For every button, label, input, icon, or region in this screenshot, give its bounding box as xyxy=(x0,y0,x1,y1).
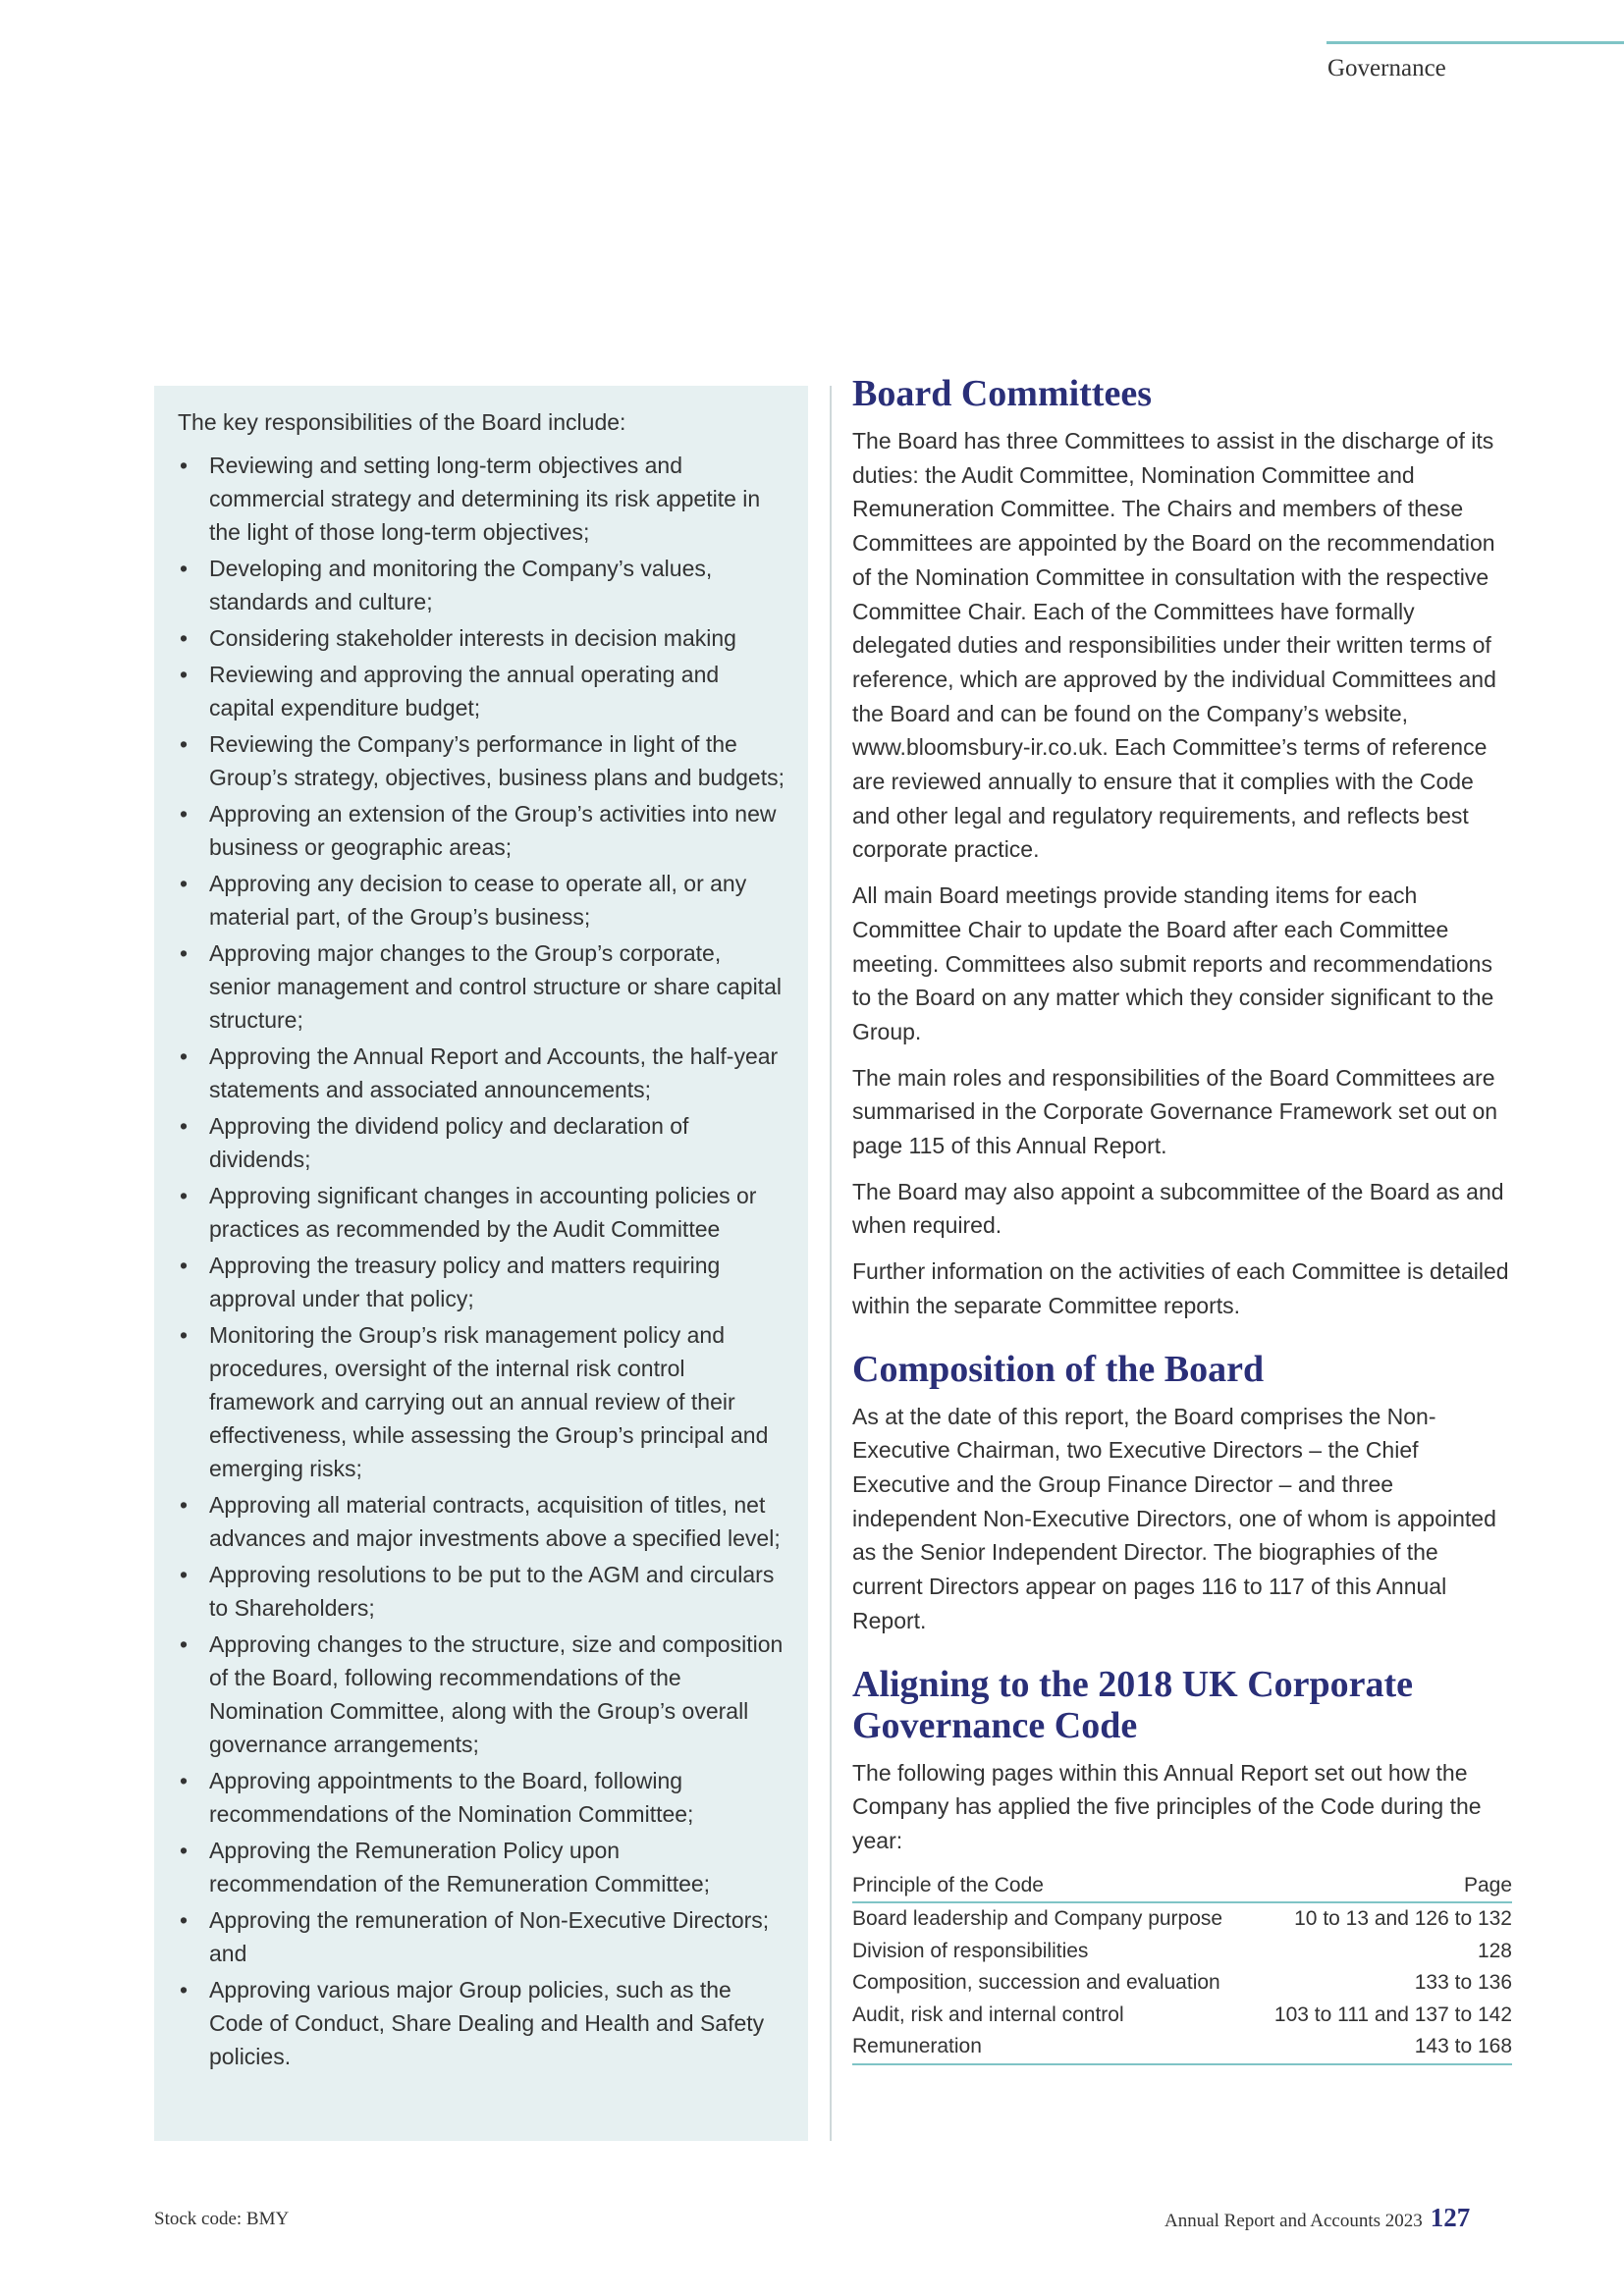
bullet-icon: • xyxy=(180,662,189,687)
list-item-text: Approving an extension of the Group’s activities into new business or geographic areas; xyxy=(209,801,777,860)
bullet-icon: • xyxy=(180,1183,189,1208)
principle-cell: Board leadership and Company purpose xyxy=(852,1907,1223,1931)
responsibilities-intro: The key responsibilities of the Board include: xyxy=(178,409,626,435)
bullet-icon: • xyxy=(180,1562,189,1587)
list-item-text: Monitoring the Group’s risk management policy and procedures, oversight of the internal risk control framework and carrying out an annual review of their effectiveness, while assessing the Group’s principal and emerging risks; xyxy=(209,1322,769,1481)
list-item xyxy=(178,1040,788,1106)
table-row xyxy=(852,1902,1512,1936)
list-item-text: Approving the remuneration of Non-Executive Directors; and xyxy=(209,1907,770,1966)
list-item xyxy=(178,867,788,934)
list-item xyxy=(178,1558,788,1625)
page-cell: 10 to 13 and 126 to 132 xyxy=(1294,1907,1512,1931)
section-label: Governance xyxy=(1327,55,1446,81)
list-item-text: Reviewing and setting long-term objectives and commercial strategy and determining its risk appetite in the light of those long-term objectives; xyxy=(209,453,761,545)
principle-cell: Audit, risk and internal control xyxy=(852,2002,1124,2026)
list-item xyxy=(178,936,788,1037)
aligning-paragraph: The following pages within this Annual Report set out how the Company has applied the five principles of the Code during the year: xyxy=(852,1759,1482,1853)
bullet-icon: • xyxy=(180,1322,189,1348)
bullet-icon: • xyxy=(180,1907,189,1933)
composition-heading: Composition of the Board xyxy=(852,1348,1265,1390)
bullet-icon: • xyxy=(180,625,189,651)
bullet-icon: • xyxy=(180,1768,189,1793)
bullet-icon: • xyxy=(180,940,189,966)
list-item-text: Reviewing the Company’s performance in light of the Group’s strategy, objectives, business plans and budgets; xyxy=(209,731,785,790)
board-committees-paragraph: Further information on the activities of each Committee is detailed within the separate Committee reports. xyxy=(852,1258,1509,1318)
list-item-text: Approving any decision to cease to operate all, or any material part, of the Group’s business; xyxy=(209,871,747,930)
list-item-text: Approving the dividend policy and declaration of dividends; xyxy=(209,1113,689,1172)
principle-cell: Division of responsibilities xyxy=(852,1939,1089,1962)
responsibilities-panel xyxy=(154,386,808,2141)
list-item-text: Approving all material contracts, acquisition of titles, net advances and major investments above a specified level; xyxy=(209,1492,781,1551)
bullet-icon: • xyxy=(180,1838,189,1863)
page-column-header: Page xyxy=(1254,1870,1512,1903)
responsibilities-list xyxy=(178,449,788,2073)
table-row xyxy=(852,2031,1512,2064)
board-committees-paragraph: All main Board meetings provide standing items for each Committee Chair to update the Board after each Committee meeting. Committees also submit reports and recommendations to the Board on any matter which they consider significant to the Group. xyxy=(852,882,1494,1044)
stock-code: Stock code: BMY xyxy=(154,2209,290,2229)
principle-column-header: Principle of the Code xyxy=(852,1870,1254,1903)
bullet-icon: • xyxy=(180,1043,189,1069)
page-number: 127 xyxy=(1430,2203,1471,2232)
list-item-text: Approving resolutions to be put to the AGM and circulars to Shareholders; xyxy=(209,1562,775,1621)
list-item xyxy=(178,621,788,655)
list-item-text: Approving various major Group policies, such as the Code of Conduct, Share Dealing and Health and Safety policies. xyxy=(209,1977,765,2069)
list-item-text: Approving appointments to the Board, following recommendations of the Nomination Committee; xyxy=(209,1768,694,1827)
list-item-text: Considering stakeholder interests in decision making xyxy=(209,625,736,651)
list-item xyxy=(178,797,788,864)
list-item-text: Approving the Remuneration Policy upon recommendation of the Remuneration Committee; xyxy=(209,1838,711,1896)
column-divider xyxy=(830,386,832,2141)
report-title: Annual Report and Accounts 2023 xyxy=(1164,2211,1423,2231)
list-item xyxy=(178,1834,788,1900)
bullet-icon: • xyxy=(180,556,189,581)
bullet-icon: • xyxy=(180,1113,189,1139)
page-cell: 143 to 168 xyxy=(1254,2031,1512,2064)
board-committees-paragraph: The Board has three Committees to assist in the discharge of its duties: the Audit Committee, Nomination Committee and Remuneration Committee. The Chairs and members of these Committees are appointed by the Board on the recommendation of the Nomination Committee in consultation with the respective Committee Chair. Each of the Committees have formally delegated duties and responsibilities under their written terms of reference, which are approved by the individual Committees and the Board and can be found on the Company’s website, www.bloomsbury-ir.co.uk. Each Committee’s terms of reference are reviewed annually to ensure that it complies with the Code and other legal and regulatory requirements, and reflects best corporate practice. xyxy=(852,428,1496,863)
bullet-icon: • xyxy=(180,453,189,478)
board-committees-heading: Board Committees xyxy=(852,373,1152,414)
list-item xyxy=(178,1488,788,1555)
header-accent-rule xyxy=(1326,41,1624,44)
list-item xyxy=(178,449,788,549)
board-committees-paragraph: The main roles and responsibilities of the Board Committees are summarised in the Corporate Governance Framework set out on page 115 of this Annual Report. xyxy=(852,1064,1498,1159)
list-item-text: Approving the Annual Report and Accounts, the half-year statements and associated announcements; xyxy=(209,1043,779,1102)
list-item xyxy=(178,1764,788,1831)
principle-cell: Remuneration xyxy=(852,2031,1254,2064)
list-item-text: Approving major changes to the Group’s corporate, senior management and control structure or share capital structure; xyxy=(209,940,782,1033)
right-column xyxy=(852,373,1512,2065)
code-principles-table xyxy=(852,1870,1512,2065)
list-item xyxy=(178,552,788,618)
bullet-icon: • xyxy=(180,801,189,827)
list-item xyxy=(178,658,788,724)
list-item-text: Reviewing and approving the annual operating and capital expenditure budget; xyxy=(209,662,720,721)
composition-paragraph: As at the date of this report, the Board comprises the Non-Executive Chairman, two Executive Directors – the Chief Executive and the Group Finance Director – and three independent Non-Executive Directors, one of whom is appointed as the Senior Independent Director. The biographies of the current Directors appear on pages 116 to 117 of this Annual Report. xyxy=(852,1403,1496,1633)
list-item-text: Approving significant changes in accounting policies or practices as recommended by the Audit Committee xyxy=(209,1183,757,1242)
table-row xyxy=(852,1936,1512,1968)
list-item xyxy=(178,1109,788,1176)
list-item xyxy=(178,1318,788,1485)
list-item xyxy=(178,1903,788,1970)
list-item xyxy=(178,1628,788,1761)
page-cell: 103 to 111 and 137 to 142 xyxy=(1273,2002,1512,2026)
principle-cell: Composition, succession and evaluation xyxy=(852,1971,1220,1995)
aligning-heading: Aligning to the 2018 UK Corporate Governance Code xyxy=(852,1663,1414,1746)
board-committees-paragraph: The Board may also appoint a subcommittee of the Board as and when required. xyxy=(852,1178,1504,1239)
table-row xyxy=(852,2000,1512,2032)
bullet-icon: • xyxy=(180,731,189,757)
bullet-icon: • xyxy=(180,1631,189,1657)
footer-report-title xyxy=(1164,2203,1470,2233)
page-cell: 128 xyxy=(1477,1939,1512,1962)
table-header-row xyxy=(852,1870,1512,1903)
bullet-icon: • xyxy=(180,1492,189,1518)
table-row xyxy=(852,1967,1512,2000)
bullet-icon: • xyxy=(180,871,189,896)
list-item-text: Developing and monitoring the Company’s values, standards and culture; xyxy=(209,556,713,614)
list-item xyxy=(178,1179,788,1246)
bullet-icon: • xyxy=(180,1253,189,1278)
list-item-text: Approving changes to the structure, size and composition of the Board, following recommendations of the Nomination Committee, along with the Group’s overall governance arrangements; xyxy=(209,1631,784,1757)
page-cell: 133 to 136 xyxy=(1414,1971,1512,1995)
list-item xyxy=(178,727,788,794)
list-item xyxy=(178,1973,788,2073)
list-item-text: Approving the treasury policy and matters requiring approval under that policy; xyxy=(209,1253,721,1311)
bullet-icon: • xyxy=(180,1977,189,2002)
list-item xyxy=(178,1249,788,1315)
